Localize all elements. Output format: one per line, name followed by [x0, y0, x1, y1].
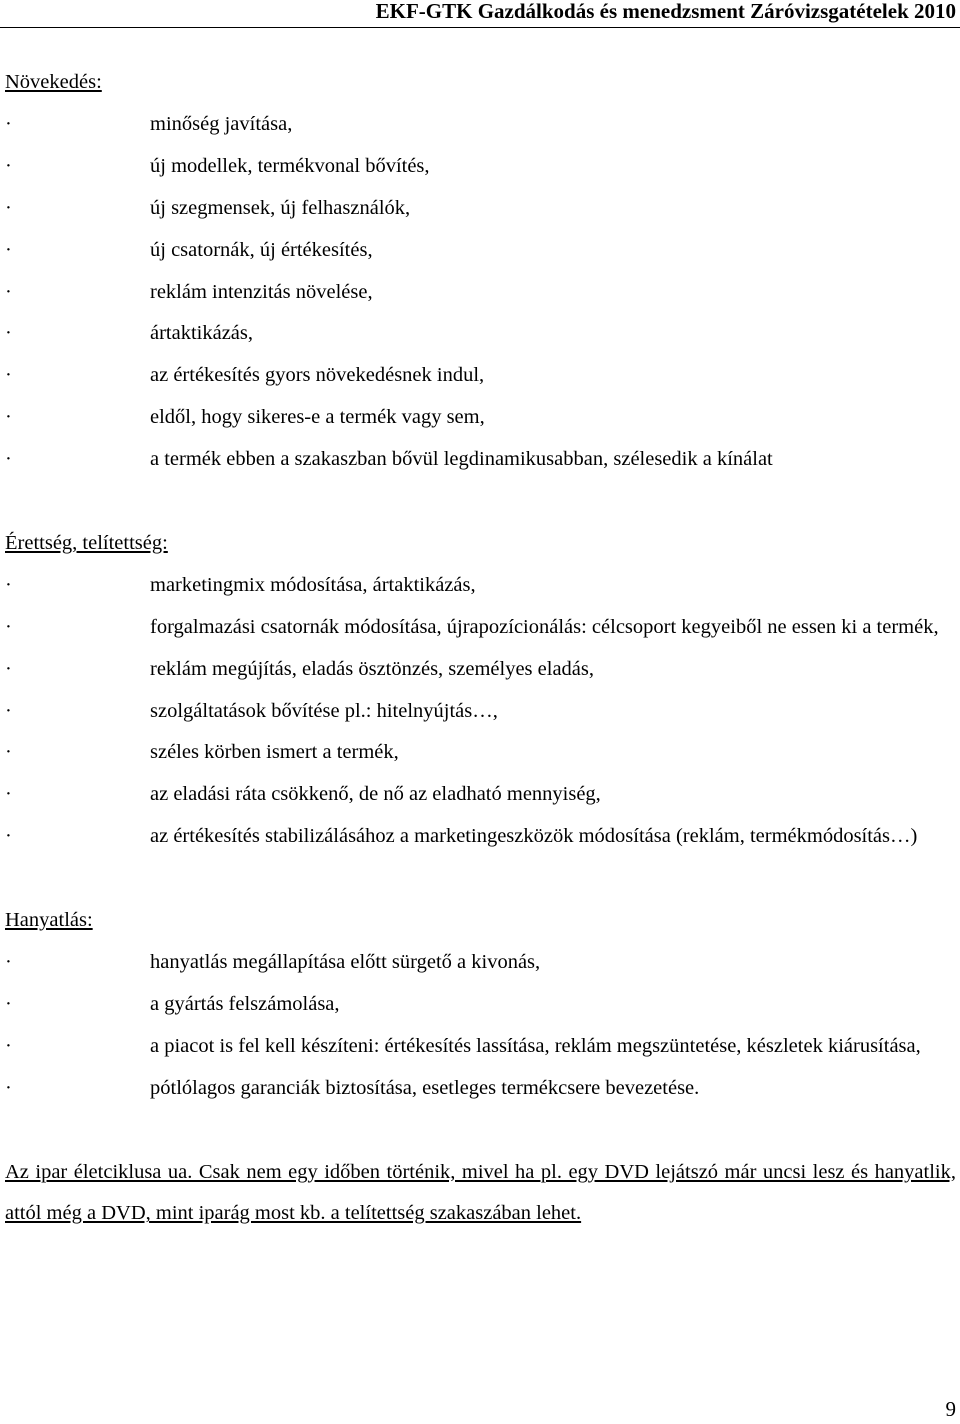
- list-item-text: hanyatlás megállapítása előtt sürgető a kivonás,: [150, 951, 541, 973]
- bullet-icon: ·: [5, 992, 12, 1015]
- list-item: [5, 1068, 956, 1110]
- list-item-text: reklám megújítás, eladás ösztönzés, személyes eladás,: [150, 657, 595, 680]
- bullet-icon: ·: [5, 615, 12, 638]
- bullet-icon: ·: [5, 112, 12, 135]
- bullet-icon: ·: [5, 573, 12, 596]
- list-item: [5, 146, 956, 188]
- list-item-text: új modellek, termékvonal bővítés,: [150, 154, 430, 177]
- page-number: 9: [945, 1397, 956, 1421]
- list-item: [5, 272, 956, 314]
- list-item: [5, 732, 956, 774]
- list-item-text: marketingmix módosítása, ártaktikázás,: [150, 573, 476, 596]
- list-item-text: pótlólagos garanciák biztosítása, esetleges termékcsere bevezetése.: [150, 1076, 700, 1099]
- list-item: [5, 397, 956, 439]
- list-item: [5, 188, 956, 230]
- list-item: [5, 565, 956, 607]
- list-item-wrapped: [5, 1026, 956, 1068]
- list-item-text: forgalmazási csatornák módosítása, újrapozícionálás: célcsoport kegyeiből ne essen ki a termék,: [150, 615, 939, 638]
- section-spacer: [5, 858, 956, 900]
- list-item: [5, 104, 956, 146]
- section-heading-novekedes: Növekedés:: [5, 71, 102, 93]
- bullet-icon: ·: [5, 448, 12, 471]
- section-spacer: [5, 481, 956, 523]
- list-item-text: az értékesítés gyors növekedésnek indul,: [150, 364, 485, 387]
- bullet-icon: ·: [5, 825, 12, 848]
- list-item: [5, 230, 956, 272]
- bullet-icon: ·: [5, 741, 12, 764]
- header-rule: [0, 27, 960, 28]
- list-item: [5, 439, 956, 481]
- list-item-text: ártaktikázás,: [150, 322, 254, 345]
- page-header-title: EKF-GTK Gazdálkodás és menedzsment Záróvizsgatételek 2010: [375, 0, 956, 23]
- list-item: [5, 355, 956, 397]
- list-item-text: új csatornák, új értékesítés,: [150, 238, 373, 261]
- list-item-text: az eladási ráta csökkenő, de nő az eladható mennyiség,: [150, 783, 601, 806]
- bullet-icon: ·: [5, 280, 12, 303]
- list-item-text: az értékesítés stabilizálásához a marketingeszközök módosítása (reklám, termékmódosítás…): [150, 825, 918, 848]
- list-item: [5, 313, 956, 355]
- list-item: [5, 984, 956, 1026]
- document-body: [5, 62, 956, 1235]
- section-spacer: [5, 1110, 956, 1152]
- bullet-icon: ·: [5, 951, 12, 973]
- bullet-icon: ·: [5, 196, 12, 219]
- bullet-icon: ·: [5, 783, 12, 806]
- bullet-icon: ·: [5, 699, 12, 722]
- list-item-wrapped: [5, 816, 956, 858]
- bullet-icon: ·: [5, 1034, 12, 1057]
- list-item-text: széles körben ismert a termék,: [150, 741, 399, 764]
- section-heading-hanyatlas: Hanyatlás:: [5, 909, 93, 932]
- list-item: [5, 691, 956, 733]
- list-item-text: eldől, hogy sikeres-e a termék vagy sem,: [150, 406, 485, 429]
- list-item-text: a piacot is fel kell készíteni: értékesítés lassítása, reklám megszüntetése, készletek kiárusítása,: [150, 1034, 921, 1057]
- list-item: [5, 774, 956, 816]
- list-item-wrapped: [5, 607, 956, 649]
- industry-lifecycle-note: Az ipar életciklusa ua. Csak nem egy időben történik, mivel ha pl. egy DVD lejátszó már uncsi lesz és hanyatlik, attól még a DVD, mint iparág most kb. a telítettség szakaszában lehet.: [5, 1160, 956, 1225]
- bullet-icon: ·: [5, 238, 12, 261]
- list-item-text: reklám intenzitás növelése,: [150, 280, 373, 303]
- list-item-text: a termék ebben a szakaszban bővül legdinamikusabban, szélesedik a kínálat: [150, 448, 773, 471]
- bullet-icon: ·: [5, 406, 12, 429]
- bullet-icon: ·: [5, 154, 12, 177]
- bullet-icon: ·: [5, 1076, 12, 1099]
- list-item: [5, 942, 956, 984]
- bullet-icon: ·: [5, 322, 12, 345]
- list-item-text: a gyártás felszámolása,: [150, 992, 340, 1015]
- list-item-text: minőség javítása,: [150, 112, 293, 135]
- list-item: [5, 649, 956, 691]
- section-heading-erettseg: Érettség, telítettség:: [5, 531, 168, 554]
- bullet-icon: ·: [5, 364, 12, 387]
- list-item-text: új szegmensek, új felhasználók,: [150, 196, 411, 219]
- bullet-icon: ·: [5, 657, 12, 680]
- list-item-text: szolgáltatások bővítése pl.: hitelnyújtás…,: [150, 699, 498, 722]
